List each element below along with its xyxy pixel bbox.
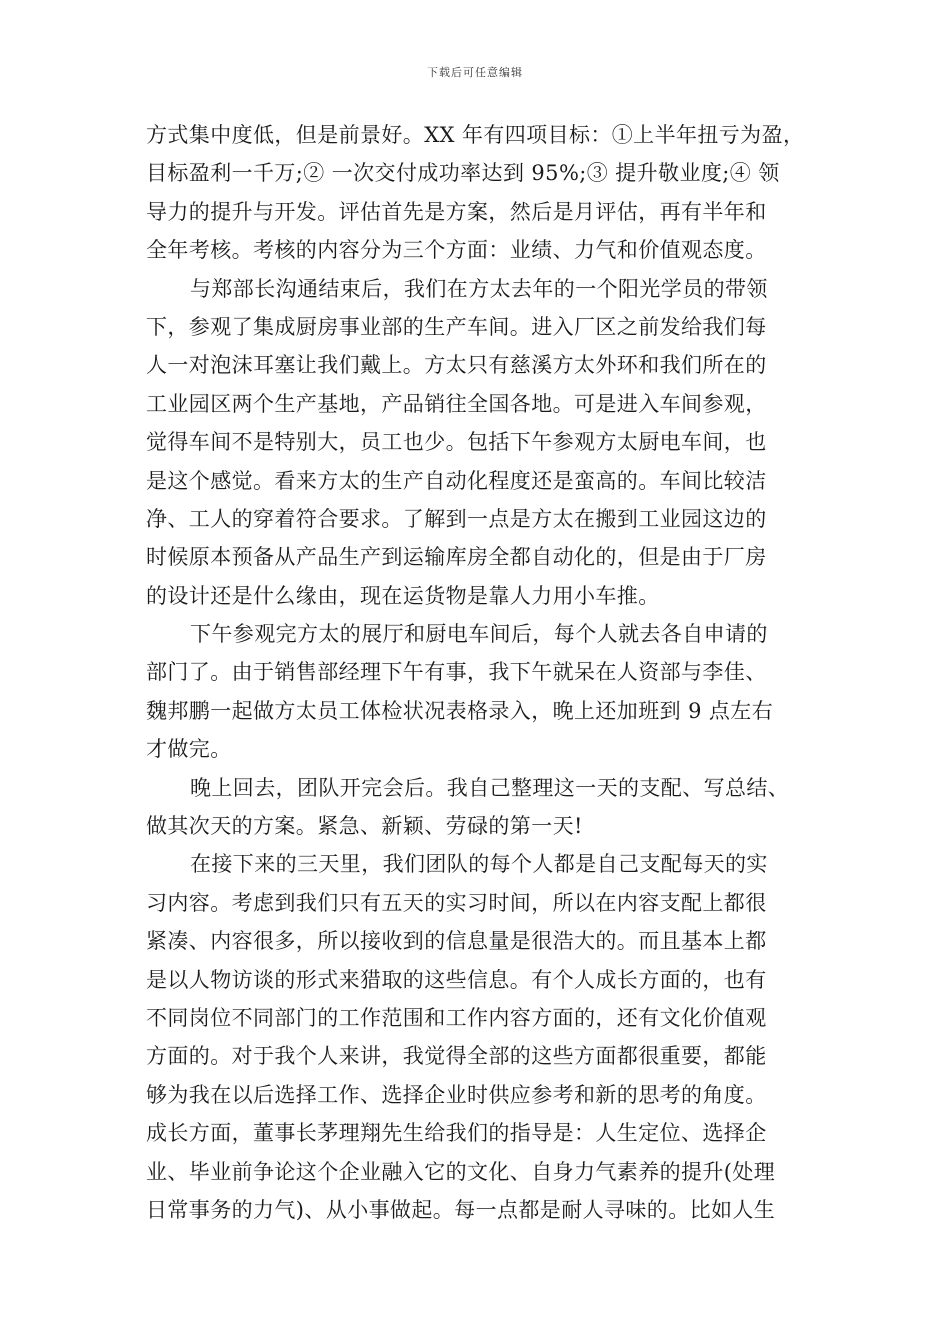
text-line: 才做完。 — [146, 737, 232, 762]
text-line: 习内容。考虑到我们只有五天的实习时间，所以在内容支配上都很 — [146, 890, 767, 915]
text-line: 导力的提升与开发。评估首先是方案，然后是月评估，再有半年和 — [146, 199, 767, 224]
text-line: 日常事务的力气)、从小事做起。每一点都是耐人寻味的。比如人生 — [146, 1197, 776, 1222]
text-line: 方式集中度低，但是前景好。XX 年有四项目标：①上半年扭亏为盈， — [146, 123, 805, 147]
text-line: 时候原本预备从产品生产到运输库房全都自动化的，但是由于厂房 — [146, 545, 767, 570]
paragraph-start-line: 下午参观完方太的展厅和厨电车间后，每个人就去各自申请的 — [190, 622, 768, 647]
text-line: 的设计还是什么缘由，现在运货物是靠人力用小车推。 — [146, 583, 660, 608]
text-line: 魏邦鹏一起做方太员工体检状况表格录入，晚上还加班到 9 点左右 — [146, 698, 774, 723]
text-line: 成长方面，董事长茅理翔先生给我们的指导是：人生定位、选择企 — [146, 1121, 767, 1146]
text-line: 下，参观了集成厨房事业部的生产车间。进入厂区之前发给我们每 — [146, 314, 767, 339]
page-header: 下载后可任意编辑 — [427, 66, 523, 79]
text-line: 是这个感觉。看来方太的生产自动化程度还是蛮高的。车间比较洁 — [146, 468, 767, 493]
text-line: 方面的。对于我个人来讲，我觉得全部的这些方面都很重要，都能 — [146, 1044, 767, 1069]
text-line: 不同岗位不同部门的工作范围和工作内容方面的，还有文化价值观 — [146, 1005, 767, 1030]
text-line: 净、工人的穿着符合要求。了解到一点是方太在搬到工业园这边的 — [146, 506, 767, 531]
document-body — [146, 116, 806, 1229]
text-line: 工业园区两个生产基地，产品销往全国各地。可是进入车间参观， — [146, 391, 767, 416]
text-line: 紧凑、内容很多，所以接收到的信息量是很浩大的。而且基本上都 — [146, 929, 767, 954]
paragraph-start-line: 在接下来的三天里，我们团队的每个人都是自己支配每天的实 — [190, 852, 768, 877]
paragraph-start-line: 晚上回去，团队开完会后。我自己整理这一天的支配、写总结、 — [190, 775, 790, 800]
paragraph-start-line: 与郑部长沟通结束后，我们在方太去年的一个阳光学员的带领 — [190, 276, 768, 301]
text-line: 部门了。由于销售部经理下午有事，我下午就呆在人资部与李佳、 — [146, 660, 767, 685]
text-line: 全年考核。考核的内容分为三个方面：业绩、力气和价值观态度。 — [146, 238, 767, 263]
text-line: 目标盈利一千万;② 一次交付成功率达到 95%;③ 提升敬业度;④ 领 — [146, 161, 780, 186]
text-line: 觉得车间不是特别大，员工也少。包括下午参观方太厨电车间，也 — [146, 430, 767, 455]
text-line: 做其次天的方案。紧急、新颖、劳碌的第一天! — [146, 814, 583, 839]
text-line: 业、毕业前争论这个企业融入它的文化、自身力气素养的提升(处理 — [146, 1159, 776, 1184]
text-line: 是以人物访谈的形式来猎取的这些信息。有个人成长方面的，也有 — [146, 967, 767, 992]
text-line: 人一对泡沫耳塞让我们戴上。方太只有慈溪方太外环和我们所在的 — [146, 353, 767, 378]
text-line: 够为我在以后选择工作、选择企业时供应参考和新的思考的角度。 — [146, 1082, 767, 1107]
